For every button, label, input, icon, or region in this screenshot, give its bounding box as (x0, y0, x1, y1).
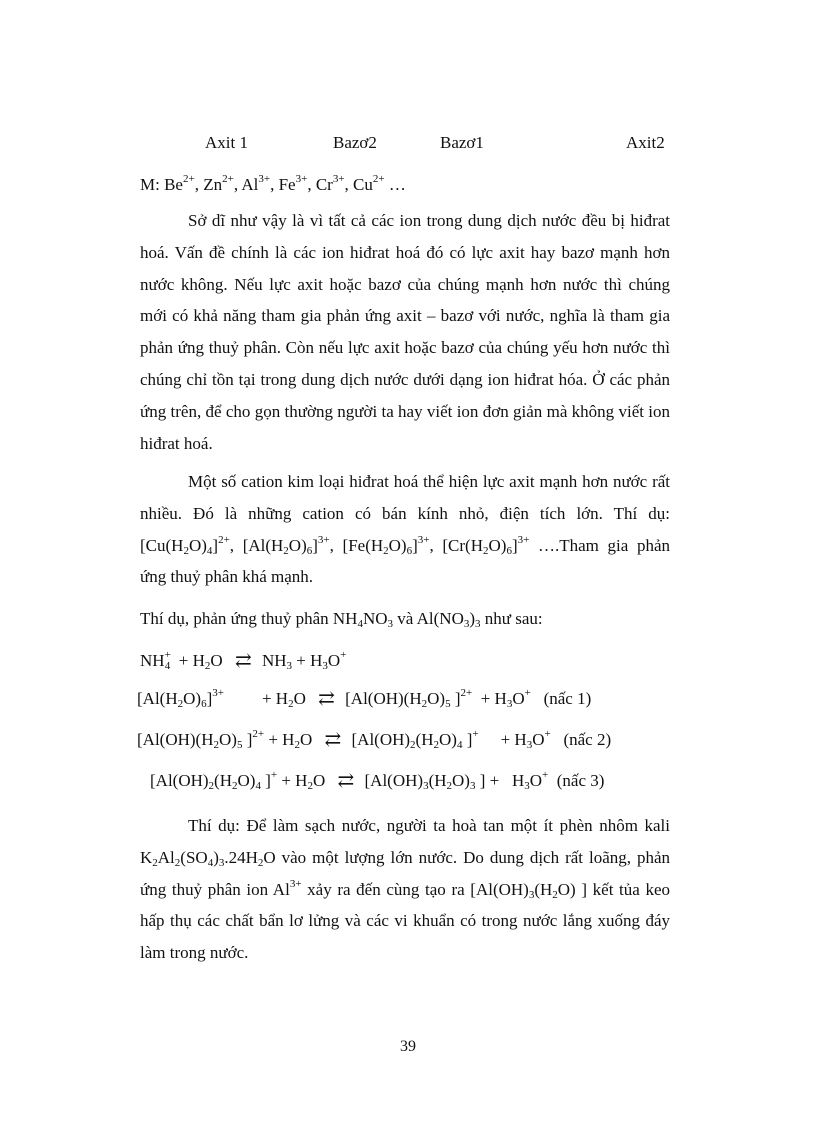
ion: $Fe^{3+}$ (278, 173, 308, 194)
example-intro-tail: như sau: (484, 609, 543, 628)
label-bazo2: Bazơ2 (333, 133, 377, 152)
equation-step2: [$Al(OH)(H_2O)_5$ ]$^{2+} + H_2O$ ⇄ [$Al(OH)_2(H_2O)_4$ ]$^+ + H_3O^+$ (nấc 2) (137, 728, 612, 751)
equation-step1: $[Al(H_2O)_6]^{3+} + H_2O$ ⇄ [$Al(OH)(H_2O)_5$ ]$^{2+} + H_3O^+$ (nấc 1) (137, 687, 592, 710)
step-label: (nấc 2) (563, 730, 612, 749)
step-label: (nấc 1) (543, 689, 592, 708)
ion: $Cu^{2+}$ (353, 173, 385, 194)
paragraph-alum-part3: xảy ra đến cùng tạo ra (307, 879, 465, 899)
paragraph-alum: Thí dụ: Để làm sạch nước, người ta hoà tan một ít phèn nhôm kali $K_2Al_2(SO_4)_3.24H_2O$ vào một lượng lớn nước. Do dung dịch rất loãng, phản ứng thuỷ phân ion $Al^{3+}$ xảy ra đến cùng tạo ra [$Al(OH)_3(H_2O)$ ] kết tủa keo hấp thụ các chất bẩn lơ lửng và các vi khuẩn có trong nước lắng xuống đáy làm trong nước. (140, 816, 671, 963)
equation-ammonium: $NH^+_4 + H_2O$ ⇄ $NH_3 + H_3O^+$ (140, 649, 347, 672)
step-label: (nấc 3) (556, 771, 605, 790)
equilibrium-arrow-icon: ⇄ (324, 729, 340, 751)
ion: $Zn^{2+}$ (203, 173, 234, 194)
ion: $Al^{3+}$ (241, 173, 271, 194)
ion: $Cr^{3+}$ (315, 173, 345, 194)
paragraph-hydration: Sở dĩ như vậy là vì tất cả các ion trong dung dịch nước đều bị hiđrat hoá. Vấn đề chính là các ion hiđrat hoá đó có lực axit hay bazơ mạnh hơn nước không. Nếu lực axit hoặc bazơ của chúng mạnh hơn nước thì chúng mới có khả năng tham gia phản ứng axit – bazơ với nước, nghĩa là tham gia phản ứng thuỷ phân. Còn nếu lực axit hoặc bazơ của chúng yếu hơn nước thì chúng chỉ tồn tại trong dung dịch nước dưới dạng ion hiđrat hóa. Ở các phản ứng trên, để cho gọn thường người ta hay viết ion đơn giản mà không viết ion hiđrat hoá. (140, 211, 670, 453)
equilibrium-arrow-icon: ⇄ (318, 688, 333, 710)
paragraph-cations-outro: ….Tham gia phản ứng thuỷ phân khá mạnh. (140, 535, 670, 587)
label-axit1: Axit 1 (205, 133, 248, 152)
ions-suffix: … (388, 175, 406, 194)
paragraph-cations: Một số cation kim loại hiđrat hoá thể hiện lực axit mạnh hơn nước rất nhiều. Đó là những cation có bán kính nhỏ, điện tích lớn. Thí dụ: $[Cu(H_2O)_4]^{2+}$, $[Al(H_2O)_6]^{3+}$, $[Fe(H_2O)_6]^{3+}$, $[Cr(H_2O)_6]^{3+}$ ….Tham gia phản ứng thuỷ phân khá mạnh. (140, 472, 670, 587)
paragraph-alum-part4: kết tủa keo hấp thụ các chất bẩn lơ lửng và các vi khuẩn có trong nước lắng xuống đáy làm trong nước. (140, 879, 671, 963)
example-intro-line (140, 608, 543, 630)
example-intro-connector: và (397, 609, 414, 628)
label-axit2: Axit2 (626, 133, 665, 152)
ion: $Be^{2+}$ (164, 173, 195, 194)
ions-prefix: M: (140, 175, 160, 194)
page-number: 39 (400, 1038, 416, 1055)
paragraph-alum-part1: Thí dụ: Để làm sạch nước, người ta hoà tan một ít phèn nhôm kali (188, 816, 670, 835)
equation-step3: [$Al(OH)_2(H_2O)_4$ ]$^+ + H_2O$ ⇄ [$Al(OH)_3(H_2O)_3$ ] + $H_3O^+$ (nấc 3) (150, 769, 605, 792)
example-ions-line: M: $Be^{2+}$, $Zn^{2+}$, $Al^{3+}$, $Fe^{3+}$, $Cr^{3+}$, $Cu^{2+}$ … (140, 173, 406, 194)
paragraph-cations-intro: Một số cation kim loại hiđrat hoá thể hiện lực axit mạnh hơn nước rất nhiều. Đó là những cation có bán kính nhỏ, điện tích lớn. Thí dụ: (140, 472, 670, 523)
equilibrium-arrow-icon: ⇄ (337, 770, 353, 792)
label-bazo1: Bazơ1 (440, 133, 484, 152)
paragraph-alum-part2: vào một lượng lớn nước. Do dung dịch rất loãng, phản ứng thuỷ phân ion (140, 847, 670, 899)
compound-alno33: $Al(NO_3)_3$ (416, 609, 481, 630)
equilibrium-arrow-icon: ⇄ (234, 650, 250, 672)
example-intro-text: Thí dụ, phản ứng thuỷ phân (140, 609, 329, 628)
compound-nh4no3: $NH_4NO_3$ (332, 609, 394, 630)
